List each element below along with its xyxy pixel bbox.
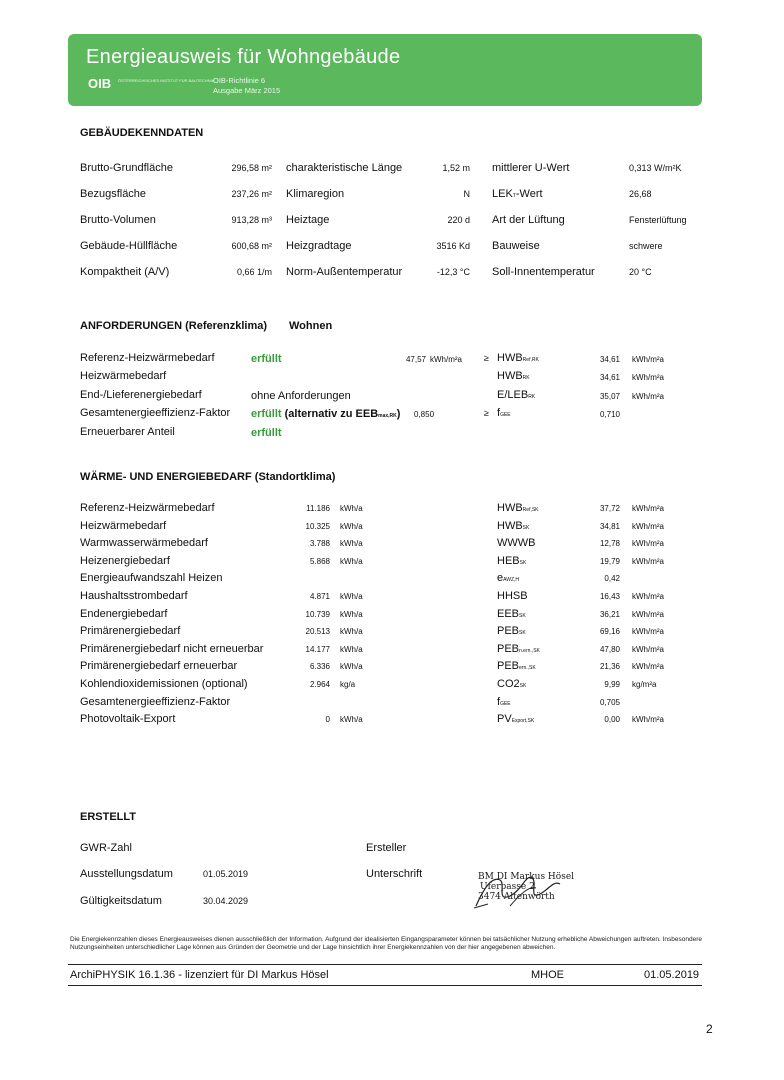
indicator-value: 0,710 [599,410,620,419]
building-value: 0,66 1/m [236,267,272,277]
indicator-value: 12,78 [599,539,620,548]
building-label: Soll-Innentemperatur [492,266,595,278]
demand-label: Kohlendioxidemissionen (optional) [80,678,248,690]
indicator-value: 36,21 [599,610,620,619]
demand-amount: 11.186 [306,504,330,513]
demand-amount-unit: kWh/a [340,557,363,566]
indicator-unit: kWh/m²a [632,662,664,671]
symbol-main: e [497,572,504,584]
indicator-value: 34,61 [599,355,620,364]
symbol-subscript: GEE [500,701,511,707]
demand-amount: 6.336 [309,662,330,671]
handwritten-signature [470,866,580,914]
indicator-unit: kWh/m²a [632,715,664,724]
indicator-value: 16,43 [599,592,620,601]
building-label: Bezugsfläche [80,188,147,200]
requirement-label: End-/Lieferenergiebedarf [80,389,202,401]
building-value: N [463,189,470,199]
symbol-subscript: GEE [500,412,511,418]
demand-amount: 4.871 [309,592,330,601]
requirement-status [251,427,282,439]
indicator-symbol [497,678,526,690]
indicator-value: 35,07 [599,392,620,401]
building-label: Bauweise [492,240,540,252]
building-value: Fensterlüftung [629,215,687,225]
footer-code: MHOE [531,969,564,981]
requirement-label: Gesamtenergieeffizienz-Faktor [80,407,231,419]
footer-divider [68,964,702,965]
indicator-value: 34,81 [599,522,620,531]
demand-label: Primärenergiebedarf erneuerbar [80,660,238,672]
label-subscript: T [512,193,516,199]
demand-amount-unit: kWh/a [340,592,363,601]
indicator-value: 19,79 [599,557,620,566]
symbol-subscript: SK [519,613,526,619]
guideline-info [213,76,280,96]
requirement-label: Erneuerbarer Anteil [80,426,175,438]
demand-amount-unit: kWh/a [340,610,363,619]
stamp-line-street: Uferpasse 2 [480,882,535,892]
requirement-limit: 0,850 [414,410,435,419]
indicator-symbol [497,502,539,514]
symbol-main: HWB [497,502,523,514]
indicator-value: 69,16 [599,627,620,636]
demand-label: Referenz-Heizwärmebedarf [80,502,215,514]
footnote-disclaimer: Die Energiekennzahlen dieses Energieausweises dienen ausschließlich der Information. Aufgrund der idealisierten Eingangsparameter können bei tatsächlicher Nutzung erhebliche Abweichungen auftreten. Insbesondere Nutzungseinheiten unterschiedlicher Lage können aus Gründen der Geometrie und der Lage hinsichtlich ihrer Energiekennzahlen von der hier angegebenen abweichen. [70,936,702,951]
indicator-unit: kWh/m²a [632,645,664,654]
building-value: 296,58 m² [231,163,272,173]
symbol-main: PEB [497,660,520,672]
indicator-value: 47,80 [599,645,620,654]
indicator-symbol [497,713,534,725]
page-number: 2 [706,1022,713,1036]
symbol-subscript: n.ern.,SK [519,648,540,654]
demand-amount: 10.325 [305,522,330,531]
requirement-status [251,353,282,365]
indicator-symbol [497,352,539,364]
stamp-line-name: BM DI Markus Hösel [478,872,575,882]
symbol-subscript: Ref,RK [522,357,539,363]
label-main: LEK [492,188,513,200]
symbol-main: HHSB [497,590,528,602]
building-label: Kompaktheit (A/V) [80,266,170,278]
label-suffix: -Wert [515,188,543,200]
indicator-unit: kg/m²a [632,680,657,689]
demand-amount: 3.788 [309,539,330,548]
demand-label: Heizwärmebedarf [80,520,167,532]
status-text: erfüllt [251,353,282,365]
indicator-unit: kWh/m²a [632,392,664,401]
building-value: 237,26 m² [231,189,272,199]
demand-amount-unit: kWh/a [340,627,363,636]
demand-label: Haushaltsstrombedarf [80,590,188,602]
issue-date-value: 01.05.2019 [203,869,249,879]
indicator-symbol [497,660,536,672]
symbol-main: HWB [497,520,523,532]
demand-amount-unit: kWh/a [340,645,363,654]
symbol-main: HEB [497,555,520,567]
demand-amount: 2.964 [309,680,330,689]
symbol-subscript: RK [528,394,536,400]
demand-amount: 10.739 [305,610,330,619]
symbol-main: HWB [497,370,523,382]
indicator-symbol [497,608,526,620]
building-label: Heiztage [286,214,330,226]
demand-amount-unit: kWh/a [340,522,363,531]
building-value: schwere [629,241,663,251]
building-value: 220 d [447,215,470,225]
building-value: 0,313 W/m²K [629,163,682,173]
symbol-subscript: AWZ,H [503,577,520,583]
demand-amount-unit: kg/a [340,680,356,689]
indicator-symbol [497,407,511,419]
comparison-sign: ≥ [484,353,489,363]
indicator-symbol [497,643,540,655]
symbol-subscript: Ref,SK [522,507,539,513]
footer-date: 01.05.2019 [644,969,700,981]
symbol-main: PV [497,713,512,725]
guideline-name: OIB-Richtlinie 6 [213,76,266,85]
indicator-unit: kWh/m²a [632,355,664,364]
symbol-main: f [497,407,501,419]
status-extra-suffix: ) [396,408,401,420]
usage-type: Wohnen [289,320,333,332]
building-value: 26,68 [629,189,652,199]
symbol-main: CO2 [497,678,520,690]
symbol-main: EEB [497,608,520,620]
building-label: Brutto-Grundfläche [80,162,173,174]
symbol-main: E/LEB [497,389,529,401]
symbol-subscript: Export,SK [511,718,535,724]
symbol-subscript: SK [519,630,526,636]
demand-amount: 20.513 [305,627,330,636]
indicator-value: 0,42 [604,574,620,583]
indicator-value: 34,61 [599,373,620,382]
signature-label: Unterschrift [366,868,423,880]
indicator-value: 9,99 [604,680,620,689]
header-banner [68,34,702,106]
comparison-sign: ≥ [484,408,489,418]
indicator-symbol [497,555,526,567]
section-waerme-energiebedarf: WÄRME- UND ENERGIEBEDARF (Standortklima) [80,471,336,483]
section-gebaeudekenndaten: GEBÄUDEKENNDATEN [80,127,204,139]
demand-label: Primärenergiebedarf [80,625,181,637]
building-value: 20 °C [629,267,652,277]
demand-label: Primärenergiebedarf nicht erneuerbar [80,643,264,655]
building-value: -12,3 °C [436,267,470,277]
requirement-label: Referenz-Heizwärmebedarf [80,352,215,364]
indicator-symbol [497,696,511,708]
indicator-symbol [497,370,530,382]
demand-amount: 5.868 [309,557,330,566]
creator-label: Ersteller [366,842,407,854]
demand-amount-unit: kWh/a [340,715,363,724]
requirement-status [251,390,351,402]
requirement-limit: 47,57 [405,355,426,364]
building-value: 600,68 m² [231,241,272,251]
demand-amount-unit: kWh/a [340,662,363,671]
symbol-main: PEB [497,643,520,655]
indicator-unit: kWh/m²a [632,592,664,601]
indicator-value: 0,705 [599,698,620,707]
demand-amount-unit: kWh/a [340,504,363,513]
building-label: charakteristische Länge [286,162,403,174]
indicator-symbol [497,625,526,637]
indicator-symbol [497,537,535,549]
indicator-symbol [497,590,528,602]
footer-software: ArchiPHYSIK 16.1.36 - lizenziert für DI Markus Hösel [70,969,329,981]
section-anforderungen: ANFORDERUNGEN (Referenzklima) [80,320,268,332]
demand-label: Heizenergiebedarf [80,555,170,567]
requirement-label: Heizwärmebedarf [80,370,167,382]
indicator-value: 37,72 [599,504,620,513]
demand-label: Energieaufwandszahl Heizen [80,572,223,584]
indicator-symbol [497,572,519,584]
symbol-subscript: SK [519,560,527,566]
building-label: Brutto-Volumen [80,214,156,226]
demand-label: Warmwasserwärmebedarf [80,537,208,549]
building-label: Klimaregion [286,188,345,200]
symbol-subscript: SK [522,525,530,531]
status-text: ohne Anforderungen [251,390,351,402]
indicator-symbol [497,520,529,532]
symbol-main: HWB [497,352,523,364]
stamp-line-city: 3474 Altenwörth [478,892,555,902]
building-label: Heizgradtage [286,240,352,252]
guideline-edition: Ausgabe März 2015 [213,86,281,95]
indicator-unit: kWh/m²a [632,557,664,566]
section-erstellt: ERSTELLT [80,811,137,823]
document-title: Energieausweis für Wohngebäude [86,46,401,68]
building-label [492,188,543,200]
indicator-unit: kWh/m²a [632,627,664,636]
symbol-subscript: SK [519,683,527,689]
building-value: 3516 Kd [436,241,470,251]
status-extra-subscript: max,RK [378,413,397,419]
symbol-main: PEB [497,625,520,637]
indicator-unit: kWh/m²a [632,373,664,382]
indicator-value: 21,36 [599,662,620,671]
indicator-unit: kWh/m²a [632,539,664,548]
indicator-unit: kWh/m²a [632,610,664,619]
indicator-unit: kWh/m²a [632,522,664,531]
building-value: 913,28 m³ [231,215,272,225]
requirement-limit-unit: kWh/m²a [430,355,462,364]
indicator-symbol [497,389,535,401]
gwr-label: GWR-Zahl [80,842,132,854]
demand-amount-unit: kWh/a [340,539,363,548]
status-extra: (alternativ zu EEB [284,408,379,420]
issue-date-label: Ausstellungsdatum [80,868,173,880]
valid-until-value: 30.04.2029 [203,896,249,906]
indicator-value: 0,00 [604,715,620,724]
symbol-subscript: ern.,SK [519,665,536,671]
indicator-unit: kWh/m²a [632,504,664,513]
footer-divider-bottom [68,985,702,986]
oib-logo-subtitle: ÖSTERREICHISCHES INSTITUT FÜR BAUTECHNIK [118,78,215,83]
building-value: 1,52 m [442,163,470,173]
valid-until-label: Gültigkeitsdatum [80,895,162,907]
demand-amount: 14.177 [305,645,330,654]
oib-logo: OIB [88,76,112,91]
building-label: Art der Lüftung [492,214,565,226]
symbol-subscript: RK [522,375,530,381]
symbol-main: WWWB [497,537,536,549]
status-text: erfüllt [251,408,282,420]
building-label: mittlerer U-Wert [492,162,570,174]
demand-label: Gesamtenergieeffizienz-Faktor [80,696,231,708]
requirement-status [251,408,400,420]
building-label: Gebäude-Hüllfläche [80,240,178,252]
symbol-main: f [497,696,501,708]
demand-amount: 0 [325,715,330,724]
status-text: erfüllt [251,427,282,439]
building-label: Norm-Außentemperatur [286,266,403,278]
demand-label: Endenergiebedarf [80,608,168,620]
demand-label: Photovoltaik-Export [80,713,176,725]
